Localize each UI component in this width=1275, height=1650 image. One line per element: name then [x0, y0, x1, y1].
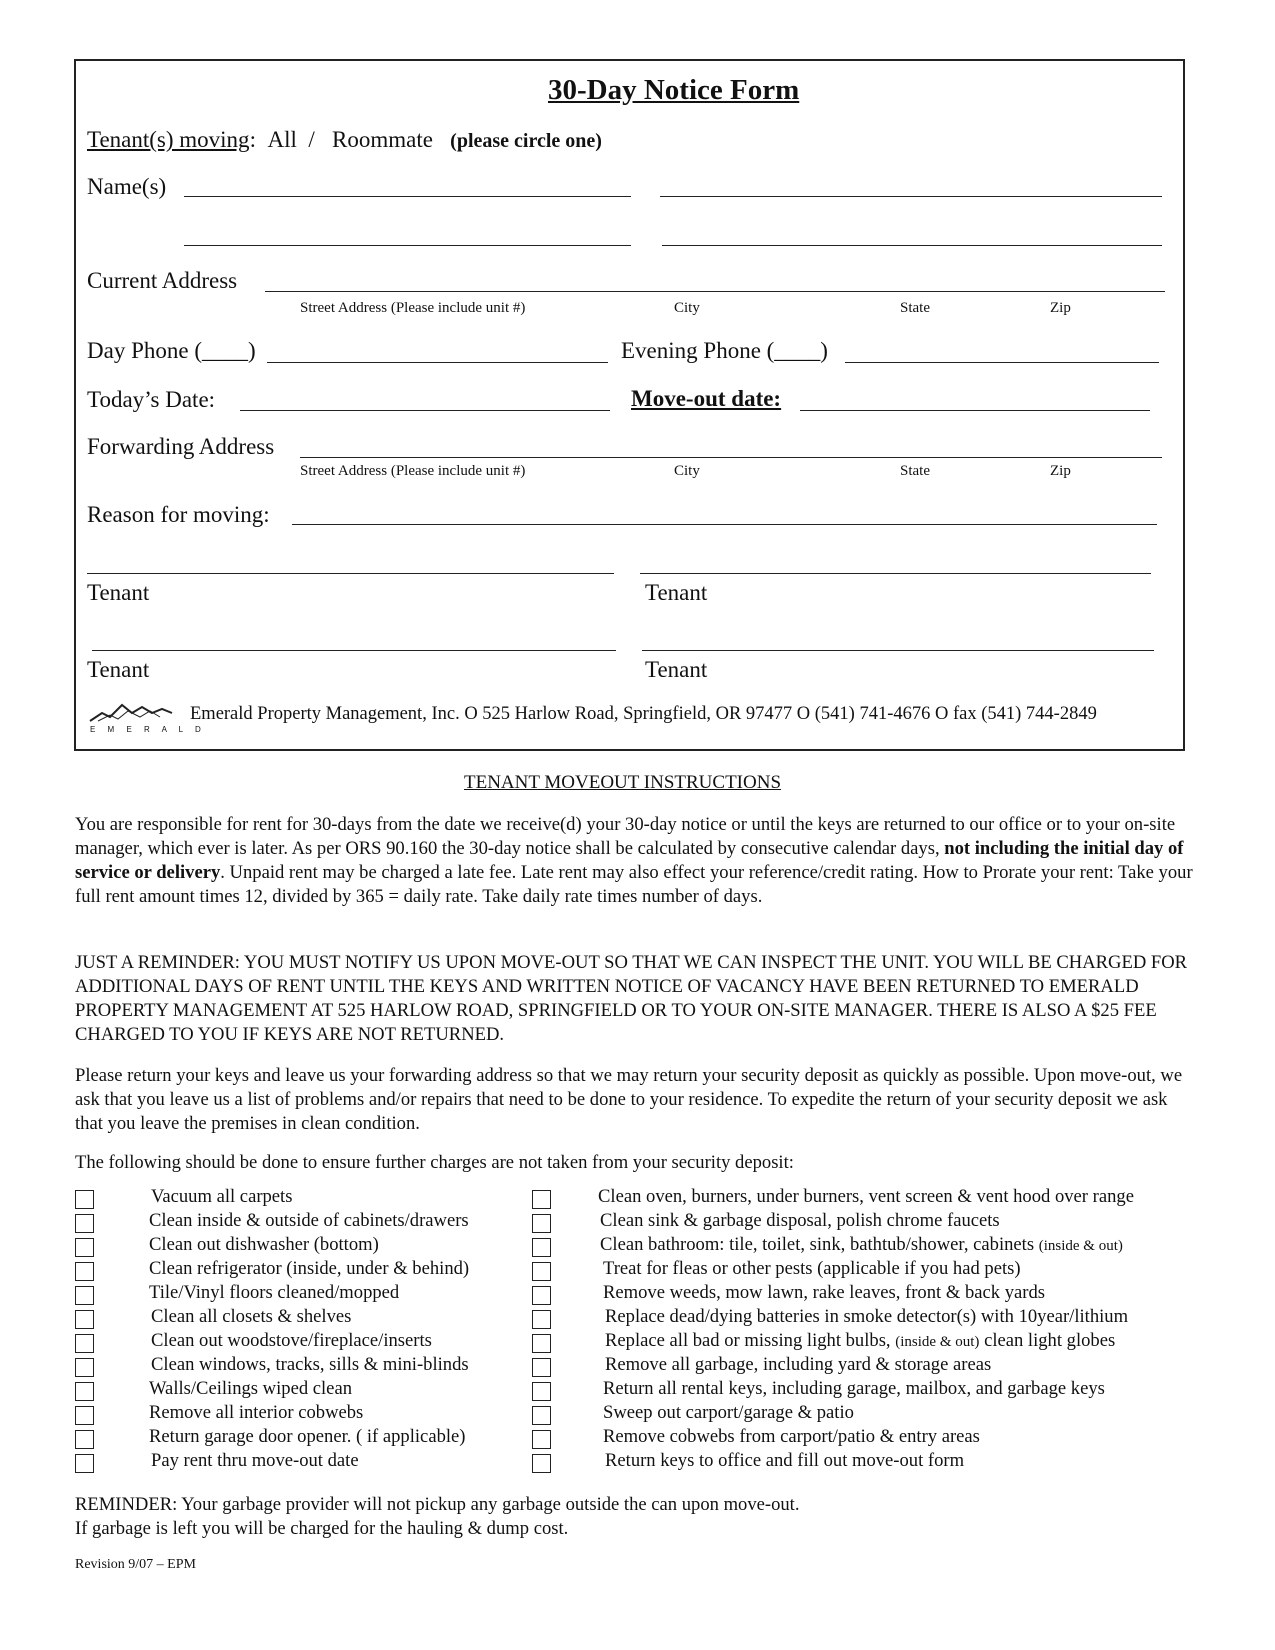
names-label: Name(s) [87, 174, 167, 199]
checklist-item: Return garage door opener. ( if applicable) [149, 1426, 466, 1447]
checklist-item: Return keys to office and fill out move-out form [605, 1450, 965, 1471]
checklist-item-note: (inside & out) [1038, 1238, 1123, 1254]
tenant-signature-3[interactable] [92, 650, 616, 651]
checkbox[interactable] [532, 1454, 551, 1473]
todays-date-field[interactable] [240, 410, 610, 411]
checkbox[interactable] [532, 1286, 551, 1305]
checklist-item: Remove cobwebs from carport/patio & entry areas [603, 1426, 980, 1447]
form-title: 30-Day Notice Form [548, 74, 800, 106]
checklist-item-note: (inside & out) [895, 1334, 980, 1350]
checklist-item: Return all rental keys, including garage, mailbox, and garbage keys [603, 1378, 1105, 1399]
forwarding-city-sublabel: City [674, 463, 700, 479]
checklist-item: Remove all interior cobwebs [149, 1402, 364, 1423]
reason-label: Reason for moving: [87, 502, 270, 527]
checklist-item: Clean refrigerator (inside, under & behind) [149, 1258, 470, 1279]
checklist-item-text: Replace all bad or missing light bulbs, [605, 1330, 891, 1351]
tenant-label-1: Tenant [87, 580, 150, 605]
checklist-item-text-rest: clean light globes [984, 1330, 1116, 1351]
checklist-item: Vacuum all carpets [151, 1186, 293, 1207]
instructions-paragraph-2: JUST A REMINDER: YOU MUST NOTIFY US UPON MOVE-OUT SO THAT WE CAN INSPECT THE UNIT. YOU WILL BE CHARGED FOR ADDITIONAL DAYS OF RENT UNTIL THE KEYS AND WRITTEN NOTICE OF VACANCY HAVE BEEN RETURNED TO EMERALD PROPERTY MANAGEMENT AT 525 HARLOW ROAD, SPRINGFIELD OR TO YOUR ON-SITE MANAGER. THERE IS ALSO A $25 FEE CHARGED TO YOU IF KEYS ARE NOT RETURNED. [75, 952, 1188, 1045]
checkbox[interactable] [532, 1358, 551, 1377]
checklist-item: Clean sink & garbage disposal, polish chrome faucets [600, 1210, 1000, 1231]
circle-note: (please circle one) [450, 130, 602, 152]
checklist-item: Clean windows, tracks, sills & mini-blinds [151, 1354, 469, 1375]
current-city-sublabel: City [674, 300, 700, 316]
logo-letters: E M E R A L D [90, 725, 206, 734]
checklist-item [605, 1330, 1115, 1352]
revision-note: Revision 9/07 – EPM [75, 1557, 196, 1572]
tenant-signature-4[interactable] [642, 650, 1154, 651]
tenants-moving-label: Tenant(s) moving [87, 127, 250, 152]
checklist-item: Clean inside & outside of cabinets/drawers [149, 1210, 469, 1231]
checklist-item: Treat for fleas or other pests (applicable if you had pets) [603, 1258, 1021, 1279]
move-out-date-label: Move-out date: [631, 386, 782, 411]
notice-form-box [74, 59, 1185, 751]
checkbox[interactable] [75, 1430, 94, 1449]
tenants-moving-colon: : [249, 127, 256, 152]
checkbox[interactable] [75, 1190, 94, 1209]
reason-field[interactable] [292, 524, 1157, 525]
current-address-label: Current Address [87, 268, 238, 293]
para1-text-b: . Unpaid rent may be charged a late fee. Late rent may also effect your reference/credit rating. How to Prorate your rent: Take your full rent amount times 12, divided by 365 = daily rate. Take daily rate times number of days. [75, 862, 1193, 907]
current-state-sublabel: State [900, 300, 930, 316]
evening-phone-field[interactable] [845, 362, 1159, 363]
reminder-line-2: If garbage is left you will be charged for the hauling & dump cost. [75, 1518, 569, 1539]
checkbox[interactable] [75, 1454, 94, 1473]
name-field-1[interactable] [184, 196, 631, 197]
para1-bold-text: not including the initial day of service or delivery [75, 838, 1184, 883]
checkbox[interactable] [75, 1238, 94, 1257]
name-field-3[interactable] [184, 245, 631, 246]
checklist-item: Pay rent thru move-out date [151, 1450, 359, 1471]
checkbox[interactable] [532, 1238, 551, 1257]
checkbox[interactable] [532, 1214, 551, 1233]
checkbox[interactable] [532, 1334, 551, 1353]
para1-text-a: You are responsible for rent for 30-days from the date we receive(d) your 30-day notice or until the keys are returned to our office or to your on-site manager, which ever is later. As per ORS 90.160 the 30-day notice shall be calculated by consecutive calendar days, [75, 814, 1176, 859]
checklist-item: Clean all closets & shelves [151, 1306, 352, 1327]
current-address-field[interactable] [265, 291, 1165, 292]
checklist-item: Remove all garbage, including yard & storage areas [605, 1354, 992, 1375]
checkbox[interactable] [532, 1262, 551, 1281]
checkbox[interactable] [75, 1310, 94, 1329]
forwarding-address-field[interactable] [300, 457, 1162, 458]
current-street-sublabel: Street Address (Please include unit #) [300, 300, 526, 316]
checkbox[interactable] [75, 1358, 94, 1377]
instructions-title: TENANT MOVEOUT INSTRUCTIONS [464, 772, 782, 793]
checkbox[interactable] [75, 1286, 94, 1305]
checklist-item [600, 1234, 1123, 1256]
checkbox[interactable] [75, 1382, 94, 1401]
checklist-item: Clean oven, burners, under burners, vent screen & vent hood over range [598, 1186, 1134, 1207]
checkbox[interactable] [532, 1310, 551, 1329]
checklist-item: Walls/Ceilings wiped clean [149, 1378, 352, 1399]
evening-phone-label: Evening Phone (____) [621, 338, 828, 363]
forwarding-address-label: Forwarding Address [87, 434, 275, 459]
name-field-4[interactable] [662, 245, 1162, 246]
instructions-paragraph-4: The following should be done to ensure further charges are not taken from your security deposit: [75, 1152, 794, 1173]
checkbox[interactable] [75, 1214, 94, 1233]
checkbox[interactable] [532, 1406, 551, 1425]
tenant-label-4: Tenant [645, 657, 708, 682]
checklist-item: Clean out dishwasher (bottom) [149, 1234, 379, 1255]
reminder-line-1: REMINDER: Your garbage provider will not pickup any garbage outside the can upon move-out. [75, 1494, 800, 1515]
instructions-paragraph-1 [75, 813, 1195, 909]
forwarding-state-sublabel: State [900, 463, 930, 479]
checkbox[interactable] [532, 1190, 551, 1209]
day-phone-field[interactable] [267, 362, 608, 363]
checklist-item: Sweep out carport/garage & patio [603, 1402, 854, 1423]
tenant-signature-2[interactable] [640, 573, 1151, 574]
checkbox[interactable] [532, 1430, 551, 1449]
company-footer: Emerald Property Management, Inc. O 525 Harlow Road, Springfield, OR 97477 O (541) 741-4676 O fax (541) 744-2849 [190, 704, 1097, 724]
forwarding-zip-sublabel: Zip [1050, 463, 1071, 479]
instructions-paragraph-3: Please return your keys and leave us your forwarding address so that we may return your security deposit as quickly as possible. Upon move-out, we ask that you leave us a list of problems and/or repairs that need to be done to your residence. To expedite the return of your security deposit we ask that you leave the premises in clean condition. [75, 1065, 1183, 1134]
checkbox[interactable] [75, 1334, 94, 1353]
todays-date-label: Today’s Date: [87, 387, 216, 412]
checklist-item: Clean out woodstove/fireplace/inserts [151, 1330, 432, 1351]
checkbox[interactable] [75, 1406, 94, 1425]
tenant-signature-1[interactable] [87, 573, 614, 574]
day-phone-label: Day Phone (____) [87, 338, 256, 363]
checklist-item: Remove weeds, mow lawn, rake leaves, front & back yards [603, 1282, 1045, 1303]
tenants-moving-row [87, 127, 602, 153]
forwarding-street-sublabel: Street Address (Please include unit #) [300, 463, 526, 479]
current-zip-sublabel: Zip [1050, 300, 1071, 316]
tenants-moving-options[interactable]: All / Roommate [267, 127, 433, 152]
tenant-label-2: Tenant [645, 580, 708, 605]
checklist-item-text: Clean bathroom: tile, toilet, sink, bathtub/shower, cabinets [600, 1234, 1035, 1255]
checkbox[interactable] [75, 1262, 94, 1281]
emerald-logo-icon [88, 699, 180, 725]
name-field-2[interactable] [660, 196, 1162, 197]
checklist-item: Tile/Vinyl floors cleaned/mopped [149, 1282, 400, 1303]
checklist-item: Replace dead/dying batteries in smoke detector(s) with 10year/lithium [605, 1306, 1129, 1327]
move-out-date-field[interactable] [800, 410, 1150, 411]
tenant-label-3: Tenant [87, 657, 150, 682]
checkbox[interactable] [532, 1382, 551, 1401]
